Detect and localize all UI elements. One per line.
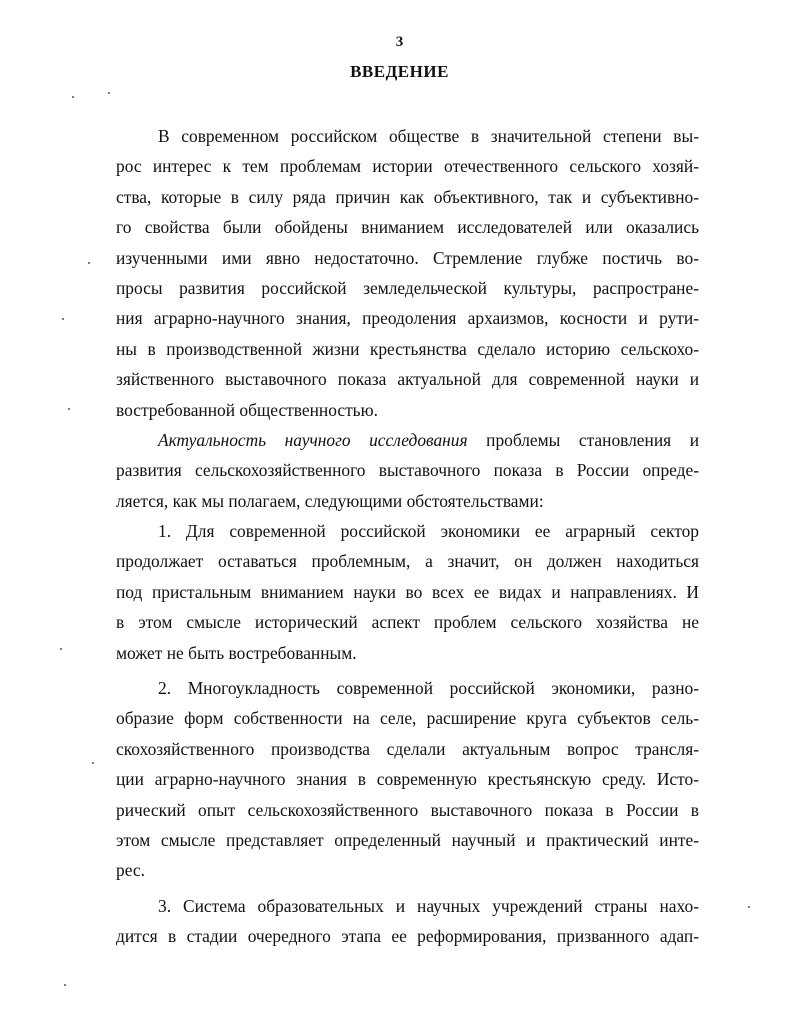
- text-line: изученными ими явно недостаточно. Стремление глубже постичь во-: [116, 247, 699, 268]
- paragraph-point-2: [116, 673, 699, 886]
- text-line: рос интерес к тем проблемам истории отечественного сельского хозяй-: [116, 156, 699, 177]
- text-line: развития сельскохозяйственного выставочного показа в России опреде-: [116, 460, 699, 481]
- page-number: 3: [395, 34, 404, 50]
- paragraph-point-1: [116, 516, 699, 668]
- text-line: рес.: [116, 860, 145, 881]
- text-line: просы развития российской земледельческой культуры, распростране-: [116, 277, 699, 298]
- scan-speck: [72, 96, 74, 98]
- text-line: ния аграрно-научного знания, преодоления архаизмов, косности и рути-: [116, 308, 699, 329]
- scan-speck: [748, 906, 750, 908]
- text-line: ны в производственной жизни крестьянства сделало историю сельскохо-: [116, 338, 699, 359]
- scan-speck: [108, 92, 110, 94]
- text-line: [116, 425, 699, 455]
- text-line: дится в стадии очередного этапа ее реформирования, призванного адап-: [116, 926, 699, 947]
- paragraph-point-3: [116, 891, 699, 952]
- scan-speck: [60, 648, 62, 650]
- paragraph-intro: [116, 121, 699, 425]
- text-line: рический опыт сельскохозяйственного выставочного показа в России в: [116, 799, 699, 820]
- text-line: 2. Многоукладность современной российской экономики, разно-: [158, 678, 699, 699]
- scan-speck: [88, 262, 90, 264]
- text-line: этом смысле представляет определенный научный и практический инте-: [116, 829, 699, 850]
- text-line: образие форм собственности на селе, расширение круга субъектов сель-: [116, 708, 699, 729]
- scan-speck: [64, 984, 66, 986]
- scan-speck: [92, 762, 94, 764]
- text-line: ции аграрно-научного знания в современную крестьянскую среду. Исто-: [116, 769, 699, 790]
- paragraph-relevance: [116, 425, 699, 516]
- text-line: го свойства были обойдены вниманием исследователей или оказались: [116, 217, 699, 238]
- text-line: ляется, как мы полагаем, следующими обстоятельствами:: [116, 490, 544, 511]
- text-line: ства, которые в силу ряда причин как объективного, так и субъективно-: [116, 186, 699, 207]
- text-line: скохозяйственного производства сделали актуальным вопрос трансля-: [116, 738, 699, 759]
- scan-speck: [62, 318, 64, 320]
- text-line: в этом смысле исторический аспект проблем сельского хозяйства не: [116, 612, 699, 633]
- scan-speck: [68, 408, 70, 410]
- text-line: В современном российском обществе в значительной степени вы-: [158, 126, 699, 146]
- section-heading: ВВЕДЕНИЕ: [350, 62, 449, 81]
- text-line: может не быть востребованным.: [116, 642, 357, 663]
- relevance-term: Актуальность научного исследования: [158, 429, 468, 450]
- text-line: востребованной общественностью.: [116, 399, 378, 420]
- text-line: 3. Система образовательных и научных учреждений страны нахо-: [158, 895, 699, 916]
- text-line: под пристальным вниманием науки во всех ее видах и направлениях. И: [116, 581, 699, 602]
- document-body: [116, 121, 699, 952]
- relevance-rest: проблемы становления и: [467, 429, 699, 450]
- text-line: зяйственного выставочного показа актуальной для современной науки и: [116, 369, 699, 390]
- text-line: 1. Для современной российской экономики ее аграрный сектор: [158, 521, 699, 542]
- text-line: продолжает оставаться проблемным, а значит, он должен находиться: [116, 551, 699, 572]
